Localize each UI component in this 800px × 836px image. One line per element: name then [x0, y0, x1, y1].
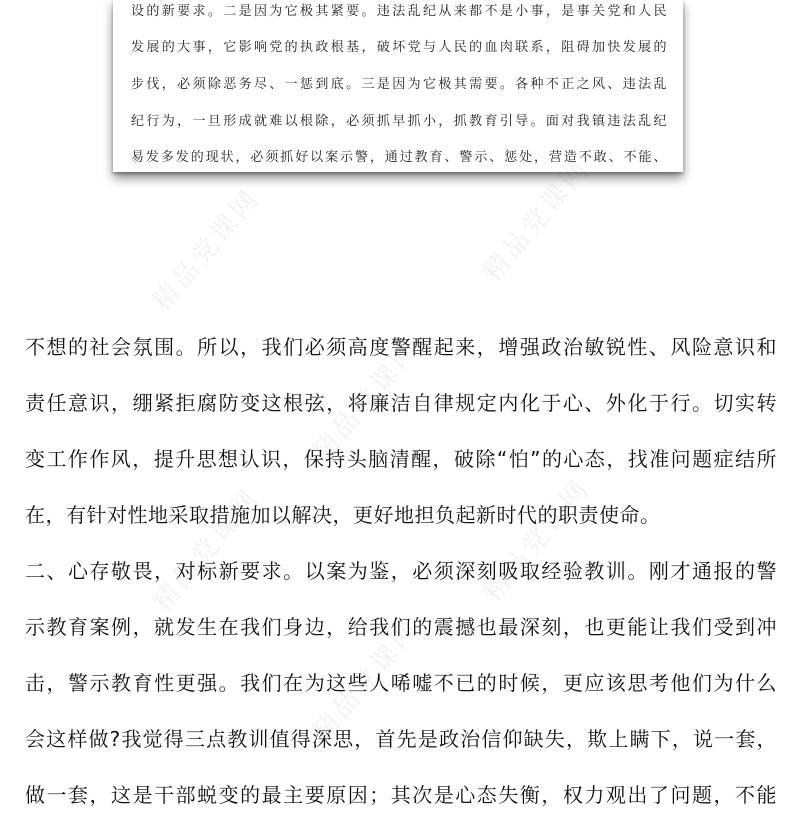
text-line: 纪行为，一旦形成就难以根除，必须抓早抓小，抓教育引导。面对我镇违法乱纪: [131, 114, 667, 129]
text-line: 发展的大事，它影响党的执政根基，破坏党与人民的血肉联系，阻碍加快发展的: [131, 40, 667, 55]
paragraph-line: 示教育案例，就发生在我们身边，给我们的震撼也最深刻，也更能让我们受到冲: [25, 615, 777, 639]
paragraph-line: 变工作作风，提升思想认识，保持头脑清醒，破除“怕”的心态，找准问题症结所: [25, 447, 777, 471]
text-line: 步伐，必须除恶务尽、一惩到底。三是因为它极其需要。各种不正之风、违法乱: [131, 77, 667, 92]
section-heading-line: 二、心存敬畏，对标新要求。以案为鉴，必须深刻吸取经验教训。刚才通报的警: [25, 559, 777, 583]
watermark: 精品党课网: [477, 153, 597, 288]
document-body: [25, 332, 777, 836]
watermark: 精品党课网: [307, 333, 427, 468]
paragraph-line: 击，警示教育性更强。我们在为这些人唏嘘不已的时候，更应该思考他们为什么: [25, 671, 777, 695]
document-page-preview: [113, 0, 683, 172]
text-line: 设的新要求。二是因为它极其紧要。违法乱纪从来都不是小事，是事关党和人民: [131, 4, 667, 19]
watermark: 精品党课网: [477, 473, 597, 608]
text-line: 易发多发的现状，必须抓好以案示警，通过教育、警示、惩处，营造不敢、不能、: [131, 150, 667, 165]
watermark: 精品党课网: [147, 483, 267, 618]
paragraph-line: 做一套，这是干部蜕变的最主要原因；其次是心态失衡，权力观出了问题，不能: [25, 783, 777, 807]
paragraph-line: 不想的社会氛围。所以，我们必须高度警醒起来，增强政治敏锐性、风险意识和: [25, 335, 777, 359]
paragraph-line: 会这样做?我觉得三点教训值得深思，首先是政治信仰缺失，欺上瞒下，说一套，: [25, 727, 777, 751]
paragraph-line: 责任意识，绷紧拒腐防变这根弦，将廉洁自律规定内化于心、外化于行。切实转: [25, 391, 777, 415]
watermark: 精品党课网: [147, 183, 267, 318]
watermark: 精品党课网: [307, 613, 427, 748]
paragraph-line: 在，有针对性地采取措施加以解决，更好地担负起新时代的职责使命。: [25, 503, 661, 527]
